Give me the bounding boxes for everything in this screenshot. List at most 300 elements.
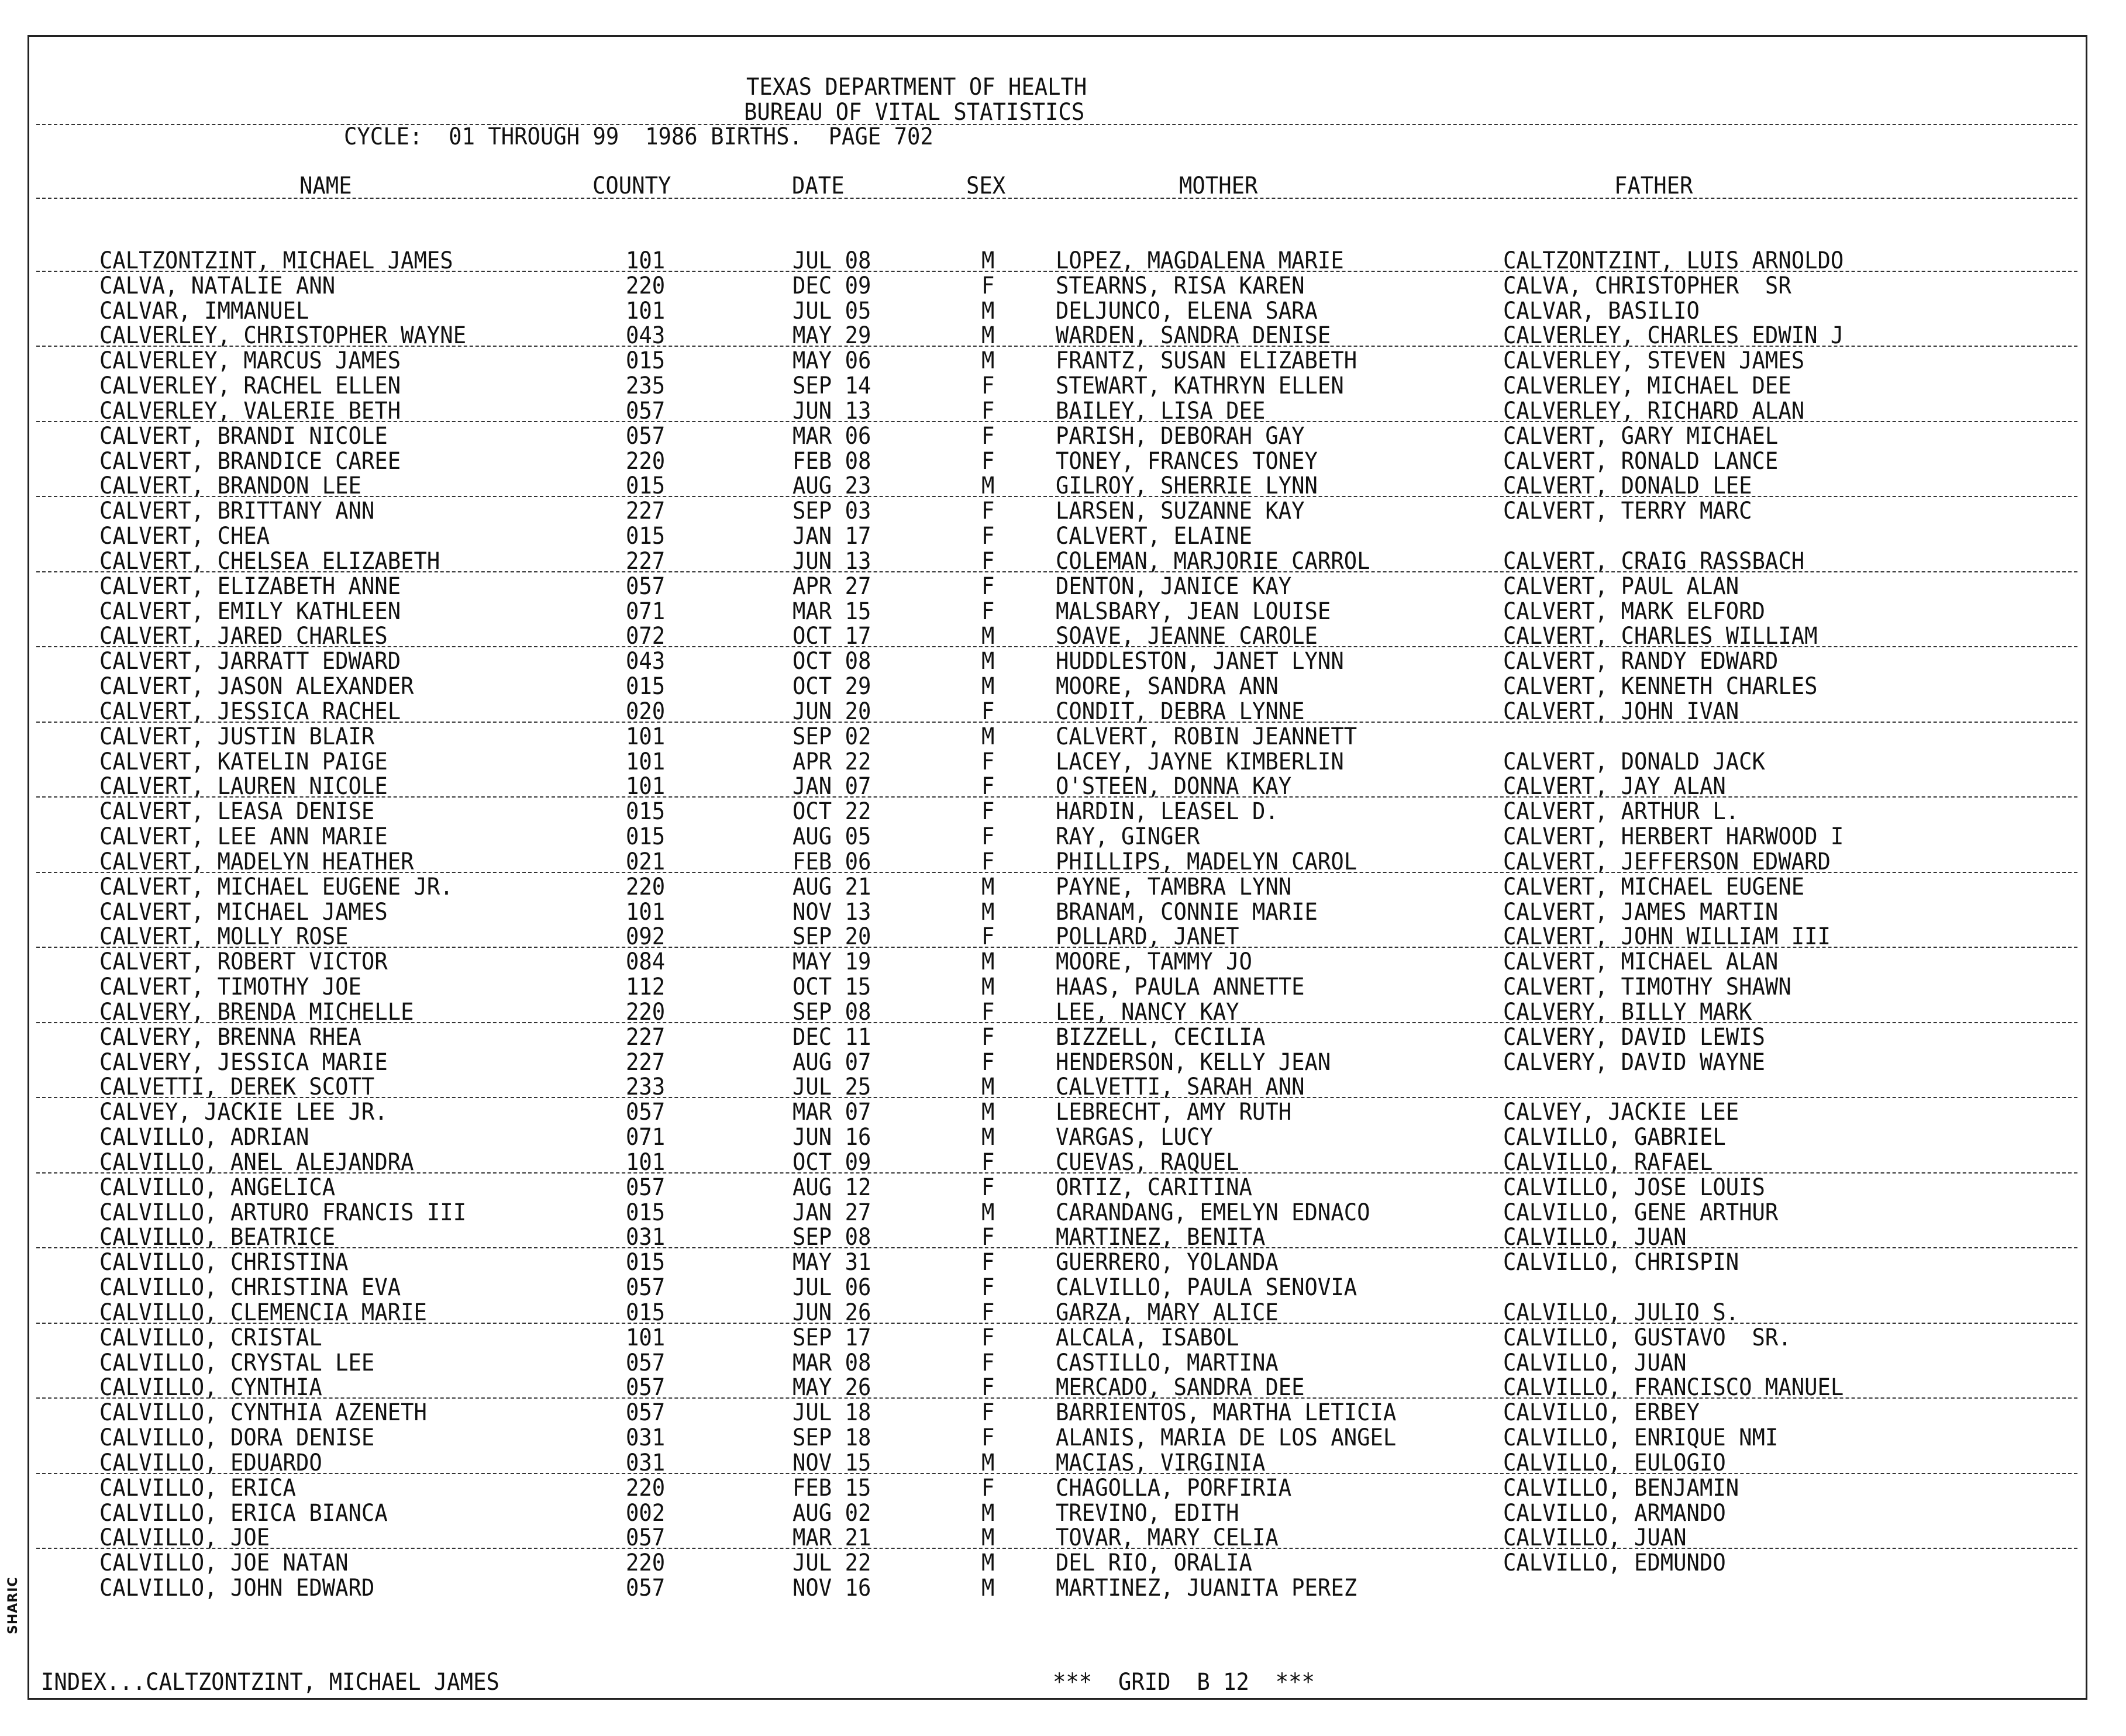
table-cell-sex: F: [981, 773, 995, 800]
table-cell-mother: CUEVAS, RAQUEL: [1056, 1149, 1239, 1176]
table-cell-father: CALVERT, CHARLES WILLIAM: [1503, 623, 1818, 650]
table-cell-name: CALVILLO, EDUARDO: [99, 1449, 322, 1476]
table-cell-date: SEP 08: [792, 999, 871, 1026]
table-cell-county: 101: [626, 1149, 666, 1176]
table-cell-father: CALVILLO, BENJAMIN: [1503, 1475, 1739, 1502]
table-cell-county: 220: [626, 874, 666, 900]
table-cell-sex: M: [981, 1074, 995, 1100]
table-cell-mother: ORTIZ, CARITINA: [1056, 1174, 1252, 1201]
table-cell-date: JUL 18: [792, 1399, 871, 1426]
table-cell-sex: F: [981, 1299, 995, 1326]
table-cell-sex: F: [981, 498, 995, 524]
table-cell-county: 227: [626, 498, 666, 524]
table-cell-father: CALVERT, HERBERT HARWOOD I: [1503, 823, 1844, 850]
table-cell-mother: CALVETTI, SARAH ANN: [1056, 1074, 1305, 1100]
table-cell-county: 015: [626, 1199, 666, 1226]
table-cell-sex: M: [981, 623, 995, 650]
table-cell-date: JUL 05: [792, 298, 871, 325]
table-cell-mother: BAILEY, LISA DEE: [1056, 398, 1266, 424]
header-divider: [36, 124, 2077, 125]
table-cell-county: 057: [626, 1575, 666, 1602]
column-header-date: DATE: [792, 172, 845, 199]
table-cell-county: 227: [626, 548, 666, 575]
table-cell-name: CALVERT, BRITTANY ANN: [99, 498, 375, 524]
table-cell-mother: MALSBARY, JEAN LOUISE: [1056, 598, 1331, 625]
row-group-divider: [36, 1323, 2077, 1324]
table-cell-date: MAR 08: [792, 1350, 871, 1376]
table-cell-sex: F: [981, 1399, 995, 1426]
table-cell-mother: PHILLIPS, MADELYN CAROL: [1056, 848, 1357, 875]
table-cell-name: CALVERT, MOLLY ROSE: [99, 923, 349, 950]
row-group-divider: [36, 722, 2077, 723]
table-cell-father: CALVERT, RONALD LANCE: [1503, 448, 1779, 475]
table-cell-name: CALVILLO, CYNTHIA AZENETH: [99, 1399, 427, 1426]
table-cell-name: CALVILLO, ARTURO FRANCIS III: [99, 1199, 467, 1226]
table-cell-mother: RAY, GINGER: [1056, 823, 1200, 850]
table-cell-county: 015: [626, 347, 666, 374]
table-cell-name: CALVERLEY, RACHEL ELLEN: [99, 372, 401, 399]
table-cell-sex: F: [981, 1149, 995, 1176]
table-cell-mother: CASTILLO, MARTINA: [1056, 1350, 1279, 1376]
table-cell-county: 057: [626, 1274, 666, 1301]
table-cell-sex: F: [981, 398, 995, 424]
table-cell-date: JUL 25: [792, 1074, 871, 1100]
table-cell-name: CALVILLO, ERICA BIANCA: [99, 1500, 388, 1527]
table-cell-father: CALVERT, ARTHUR L.: [1503, 798, 1739, 825]
row-group-divider: [36, 271, 2077, 272]
table-cell-county: 015: [626, 472, 666, 499]
table-cell-name: CALVERT, CHELSEA ELIZABETH: [99, 548, 440, 575]
table-cell-mother: MACIAS, VIRGINIA: [1056, 1449, 1266, 1476]
table-cell-name: CALVILLO, CRISTAL: [99, 1324, 322, 1351]
table-cell-date: MAR 07: [792, 1099, 871, 1126]
table-cell-mother: MOORE, SANDRA ANN: [1056, 673, 1279, 700]
table-cell-mother: POLLARD, JANET: [1056, 923, 1239, 950]
table-cell-name: CALVERLEY, CHRISTOPHER WAYNE: [99, 322, 467, 349]
table-cell-sex: M: [981, 1575, 995, 1602]
table-cell-mother: LEE, NANCY KAY: [1056, 999, 1239, 1026]
table-cell-date: JAN 07: [792, 773, 871, 800]
table-cell-sex: M: [981, 948, 995, 975]
table-cell-mother: CALVILLO, PAULA SENOVIA: [1056, 1274, 1357, 1301]
table-cell-mother: HARDIN, LEASEL D.: [1056, 798, 1279, 825]
table-cell-date: JUN 13: [792, 548, 871, 575]
row-group-divider: [36, 571, 2077, 572]
table-cell-county: 101: [626, 899, 666, 926]
table-cell-sex: M: [981, 1449, 995, 1476]
column-header-name: NAME: [299, 172, 352, 199]
table-cell-father: CALVERT, GARY MICHAEL: [1503, 423, 1779, 450]
table-cell-name: CALVERT, MADELYN HEATHER: [99, 848, 414, 875]
table-cell-date: OCT 08: [792, 648, 871, 675]
table-cell-date: SEP 02: [792, 723, 871, 750]
cycle-line: CYCLE: 01 THROUGH 99 1986 BIRTHS. PAGE 702: [344, 123, 933, 150]
table-cell-name: CALVILLO, CYNTHIA: [99, 1374, 322, 1401]
table-cell-mother: BRANAM, CONNIE MARIE: [1056, 899, 1318, 926]
table-cell-father: CALVERT, JOHN WILLIAM III: [1503, 923, 1831, 950]
table-cell-date: FEB 15: [792, 1475, 871, 1502]
table-cell-name: CALVERT, JESSICA RACHEL: [99, 698, 401, 725]
table-cell-county: 015: [626, 1299, 666, 1326]
table-cell-date: SEP 18: [792, 1424, 871, 1451]
table-cell-county: 015: [626, 673, 666, 700]
table-cell-county: 015: [626, 1249, 666, 1276]
table-cell-county: 015: [626, 798, 666, 825]
column-header-father: FATHER: [1614, 172, 1693, 199]
table-cell-mother: CALVERT, ROBIN JEANNETT: [1056, 723, 1357, 750]
table-cell-father: CALVILLO, ENRIQUE NMI: [1503, 1424, 1779, 1451]
index-footer: INDEX...CALTZONTZINT, MICHAEL JAMES: [41, 1669, 499, 1696]
table-cell-date: SEP 17: [792, 1324, 871, 1351]
table-cell-father: CALVERT, MICHAEL ALAN: [1503, 948, 1779, 975]
row-group-divider: [36, 872, 2077, 873]
table-cell-sex: F: [981, 698, 995, 725]
table-cell-date: JUL 22: [792, 1549, 871, 1576]
table-cell-name: CALVERT, LEASA DENISE: [99, 798, 375, 825]
table-cell-mother: BARRIENTOS, MARTHA LETICIA: [1056, 1399, 1397, 1426]
report-subtitle: BUREAU OF VITAL STATISTICS: [744, 99, 1085, 126]
table-cell-mother: VARGAS, LUCY: [1056, 1124, 1213, 1151]
table-cell-county: 057: [626, 1374, 666, 1401]
table-cell-mother: TOVAR, MARY CELIA: [1056, 1524, 1279, 1551]
table-cell-sex: F: [981, 598, 995, 625]
table-cell-sex: M: [981, 1199, 995, 1226]
table-cell-sex: F: [981, 1324, 995, 1351]
table-cell-sex: F: [981, 1024, 995, 1051]
table-cell-father: CALVERT, KENNETH CHARLES: [1503, 673, 1818, 700]
table-cell-date: AUG 23: [792, 472, 871, 499]
table-cell-mother: HAAS, PAULA ANNETTE: [1056, 974, 1305, 1000]
table-cell-name: CALVERT, EMILY KATHLEEN: [99, 598, 401, 625]
table-cell-county: 084: [626, 948, 666, 975]
table-cell-county: 233: [626, 1074, 666, 1100]
table-cell-county: 031: [626, 1449, 666, 1476]
table-cell-county: 072: [626, 623, 666, 650]
table-cell-sex: F: [981, 272, 995, 299]
table-cell-father: CALVILLO, FRANCISCO MANUEL: [1503, 1374, 1844, 1401]
table-cell-date: SEP 20: [792, 923, 871, 950]
table-cell-date: NOV 16: [792, 1575, 871, 1602]
table-cell-date: MAR 06: [792, 423, 871, 450]
table-cell-name: CALVILLO, CRYSTAL LEE: [99, 1350, 375, 1376]
table-cell-sex: F: [981, 1424, 995, 1451]
table-cell-county: 220: [626, 999, 666, 1026]
table-cell-sex: F: [981, 848, 995, 875]
row-group-divider: [36, 1022, 2077, 1023]
table-cell-sex: F: [981, 573, 995, 600]
table-cell-county: 071: [626, 1124, 666, 1151]
table-cell-date: MAY 26: [792, 1374, 871, 1401]
table-cell-mother: CALVERT, ELAINE: [1056, 523, 1252, 550]
column-header-county: COUNTY: [592, 172, 671, 199]
table-cell-name: CALVERT, LAUREN NICOLE: [99, 773, 388, 800]
table-cell-county: 112: [626, 974, 666, 1000]
table-cell-sex: F: [981, 523, 995, 550]
table-cell-name: CALVILLO, DORA DENISE: [99, 1424, 375, 1451]
table-cell-county: 043: [626, 648, 666, 675]
table-cell-mother: MOORE, TAMMY JO: [1056, 948, 1252, 975]
table-cell-county: 015: [626, 523, 666, 550]
column-header-sex: SEX: [966, 172, 1006, 199]
table-cell-date: AUG 21: [792, 874, 871, 900]
table-cell-name: CALVERLEY, VALERIE BETH: [99, 398, 401, 424]
table-cell-date: FEB 06: [792, 848, 871, 875]
table-cell-date: JUN 16: [792, 1124, 871, 1151]
table-cell-name: CALVILLO, CLEMENCIA MARIE: [99, 1299, 427, 1326]
table-cell-date: MAY 31: [792, 1249, 871, 1276]
table-cell-date: SEP 14: [792, 372, 871, 399]
table-cell-name: CALVERY, BRENNA RHEA: [99, 1024, 361, 1051]
table-cell-sex: M: [981, 472, 995, 499]
table-cell-sex: F: [981, 548, 995, 575]
table-cell-father: CALVERLEY, STEVEN JAMES: [1503, 347, 1805, 374]
table-cell-sex: M: [981, 874, 995, 900]
table-cell-name: CALVILLO, JOE: [99, 1524, 270, 1551]
table-cell-mother: STEARNS, RISA KAREN: [1056, 272, 1305, 299]
table-cell-father: CALVILLO, JULIO S.: [1503, 1299, 1739, 1326]
table-cell-father: CALVILLO, GENE ARTHUR: [1503, 1199, 1779, 1226]
table-cell-name: CALVILLO, JOE NATAN: [99, 1549, 349, 1576]
row-group-divider: [36, 796, 2077, 798]
table-cell-name: CALVILLO, ADRIAN: [99, 1124, 309, 1151]
table-cell-father: CALVERT, JEFFERSON EDWARD: [1503, 848, 1831, 875]
table-cell-father: CALVERT, JAY ALAN: [1503, 773, 1726, 800]
table-cell-county: 057: [626, 1524, 666, 1551]
table-cell-date: FEB 08: [792, 448, 871, 475]
table-cell-sex: F: [981, 1049, 995, 1076]
table-cell-name: CALVERT, JARRATT EDWARD: [99, 648, 401, 675]
table-cell-name: CALVERT, JARED CHARLES: [99, 623, 388, 650]
table-cell-mother: MERCADO, SANDRA DEE: [1056, 1374, 1305, 1401]
table-cell-name: CALVERY, BRENDA MICHELLE: [99, 999, 414, 1026]
table-cell-father: CALVILLO, GABRIEL: [1503, 1124, 1726, 1151]
table-cell-sex: F: [981, 372, 995, 399]
table-cell-mother: SOAVE, JEANNE CAROLE: [1056, 623, 1318, 650]
table-cell-father: CALVERT, DONALD JACK: [1503, 748, 1765, 775]
table-cell-sex: F: [981, 1274, 995, 1301]
row-group-divider: [36, 421, 2077, 422]
table-cell-mother: LOPEZ, MAGDALENA MARIE: [1056, 247, 1344, 274]
table-cell-date: APR 22: [792, 748, 871, 775]
table-cell-sex: M: [981, 1549, 995, 1576]
table-cell-name: CALVERT, LEE ANN MARIE: [99, 823, 388, 850]
table-cell-name: CALVERT, BRANDI NICOLE: [99, 423, 388, 450]
column-header-mother: MOTHER: [1179, 172, 1258, 199]
table-cell-father: CALVERLEY, RICHARD ALAN: [1503, 398, 1805, 424]
table-cell-name: CALVERT, JUSTIN BLAIR: [99, 723, 375, 750]
row-group-divider: [36, 346, 2077, 347]
table-cell-date: DEC 11: [792, 1024, 871, 1051]
table-cell-county: 031: [626, 1224, 666, 1251]
table-cell-county: 101: [626, 748, 666, 775]
table-cell-county: 101: [626, 723, 666, 750]
table-cell-mother: MARTINEZ, JUANITA PEREZ: [1056, 1575, 1357, 1602]
table-cell-county: 101: [626, 247, 666, 274]
table-cell-date: MAY 19: [792, 948, 871, 975]
row-group-divider: [36, 1247, 2077, 1248]
table-cell-name: CALVERT, ROBERT VICTOR: [99, 948, 388, 975]
table-cell-date: OCT 29: [792, 673, 871, 700]
table-cell-county: 101: [626, 298, 666, 325]
table-cell-name: CALVERT, CHEA: [99, 523, 270, 550]
table-cell-mother: ALCALA, ISABOL: [1056, 1324, 1239, 1351]
table-cell-mother: CONDIT, DEBRA LYNNE: [1056, 698, 1305, 725]
table-cell-date: AUG 12: [792, 1174, 871, 1201]
table-cell-sex: M: [981, 974, 995, 1000]
table-cell-date: DEC 09: [792, 272, 871, 299]
table-cell-mother: CARANDANG, EMELYN EDNACO: [1056, 1199, 1370, 1226]
table-cell-county: 071: [626, 598, 666, 625]
table-cell-name: CALTZONTZINT, MICHAEL JAMES: [99, 247, 453, 274]
table-cell-name: CALVERLEY, MARCUS JAMES: [99, 347, 401, 374]
table-cell-name: CALVILLO, ANEL ALEJANDRA: [99, 1149, 414, 1176]
table-cell-date: JAN 17: [792, 523, 871, 550]
table-cell-mother: FRANTZ, SUSAN ELIZABETH: [1056, 347, 1357, 374]
row-group-divider: [36, 1097, 2077, 1098]
row-group-divider: [36, 646, 2077, 647]
table-cell-father: CALVILLO, GUSTAVO SR.: [1503, 1324, 1791, 1351]
table-cell-sex: M: [981, 1500, 995, 1527]
table-cell-father: CALVERT, MARK ELFORD: [1503, 598, 1765, 625]
table-cell-county: 101: [626, 1324, 666, 1351]
table-cell-county: 227: [626, 1024, 666, 1051]
table-cell-name: CALVERT, ELIZABETH ANNE: [99, 573, 401, 600]
table-cell-county: 057: [626, 1099, 666, 1126]
table-cell-date: MAR 15: [792, 598, 871, 625]
table-cell-date: JAN 27: [792, 1199, 871, 1226]
table-cell-father: CALVILLO, EULOGIO: [1503, 1449, 1726, 1476]
table-cell-mother: PARISH, DEBORAH GAY: [1056, 423, 1305, 450]
table-cell-sex: F: [981, 823, 995, 850]
table-cell-sex: M: [981, 673, 995, 700]
table-cell-county: 101: [626, 773, 666, 800]
table-cell-father: CALVILLO, JUAN: [1503, 1350, 1687, 1376]
table-cell-county: 002: [626, 1500, 666, 1527]
table-cell-county: 057: [626, 1174, 666, 1201]
table-cell-mother: LARSEN, SUZANNE KAY: [1056, 498, 1305, 524]
table-cell-date: MAY 06: [792, 347, 871, 374]
table-cell-sex: M: [981, 347, 995, 374]
table-cell-father: CALTZONTZINT, LUIS ARNOLDO: [1503, 247, 1844, 274]
table-cell-father: CALVA, CHRISTOPHER SR: [1503, 272, 1791, 299]
table-cell-county: 057: [626, 1350, 666, 1376]
table-cell-name: CALVILLO, ERICA: [99, 1475, 296, 1502]
table-cell-date: APR 27: [792, 573, 871, 600]
table-cell-name: CALVERT, MICHAEL JAMES: [99, 899, 388, 926]
table-cell-father: CALVERLEY, MICHAEL DEE: [1503, 372, 1791, 399]
table-cell-father: CALVERT, JAMES MARTIN: [1503, 899, 1779, 926]
table-cell-mother: DENTON, JANICE KAY: [1056, 573, 1292, 600]
table-cell-county: 220: [626, 448, 666, 475]
table-cell-mother: GUERRERO, YOLANDA: [1056, 1249, 1279, 1276]
table-cell-name: CALVILLO, JOHN EDWARD: [99, 1575, 375, 1602]
table-cell-county: 057: [626, 1399, 666, 1426]
table-cell-father: CALVERT, DONALD LEE: [1503, 472, 1752, 499]
table-cell-date: NOV 15: [792, 1449, 871, 1476]
table-cell-sex: F: [981, 1350, 995, 1376]
table-cell-name: CALVERT, KATELIN PAIGE: [99, 748, 388, 775]
table-cell-father: CALVILLO, EDMUNDO: [1503, 1549, 1726, 1576]
table-cell-father: CALVERY, DAVID LEWIS: [1503, 1024, 1765, 1051]
table-cell-county: 092: [626, 923, 666, 950]
row-group-divider: [36, 496, 2077, 497]
table-cell-father: CALVILLO, ARMANDO: [1503, 1500, 1726, 1527]
table-cell-sex: F: [981, 999, 995, 1026]
table-cell-mother: GILROY, SHERRIE LYNN: [1056, 472, 1318, 499]
table-cell-father: CALVILLO, ERBEY: [1503, 1399, 1700, 1426]
table-cell-date: AUG 07: [792, 1049, 871, 1076]
table-cell-date: NOV 13: [792, 899, 871, 926]
table-cell-county: 020: [626, 698, 666, 725]
table-cell-county: 227: [626, 1049, 666, 1076]
table-cell-mother: WARDEN, SANDRA DENISE: [1056, 322, 1331, 349]
table-cell-name: CALVEY, JACKIE LEE JR.: [99, 1099, 388, 1126]
row-group-divider: [36, 1473, 2077, 1474]
table-cell-county: 220: [626, 272, 666, 299]
table-cell-county: 220: [626, 1475, 666, 1502]
table-cell-county: 031: [626, 1424, 666, 1451]
table-cell-mother: MARTINEZ, BENITA: [1056, 1224, 1266, 1251]
table-cell-father: CALVILLO, JUAN: [1503, 1524, 1687, 1551]
table-cell-father: CALVERT, TIMOTHY SHAWN: [1503, 974, 1791, 1000]
table-cell-mother: HUDDLESTON, JANET LYNN: [1056, 648, 1344, 675]
table-cell-name: CALVA, NATALIE ANN: [99, 272, 336, 299]
table-cell-date: JUN 13: [792, 398, 871, 424]
table-cell-sex: M: [981, 322, 995, 349]
table-cell-sex: M: [981, 298, 995, 325]
table-cell-name: CALVILLO, CHRISTINA EVA: [99, 1274, 401, 1301]
table-cell-mother: DELJUNCO, ELENA SARA: [1056, 298, 1318, 325]
table-cell-sex: M: [981, 1099, 995, 1126]
table-cell-name: CALVERT, TIMOTHY JOE: [99, 974, 361, 1000]
report-title: TEXAS DEPARTMENT OF HEALTH: [746, 74, 1087, 101]
table-cell-sex: F: [981, 1374, 995, 1401]
table-cell-father: CALVERT, MICHAEL EUGENE: [1503, 874, 1805, 900]
table-cell-sex: M: [981, 648, 995, 675]
table-cell-date: SEP 03: [792, 498, 871, 524]
table-cell-mother: O'STEEN, DONNA KAY: [1056, 773, 1292, 800]
table-cell-father: CALVAR, BASILIO: [1503, 298, 1700, 325]
table-cell-date: MAY 29: [792, 322, 871, 349]
table-cell-date: AUG 02: [792, 1500, 871, 1527]
table-cell-father: CALVILLO, JUAN: [1503, 1224, 1687, 1251]
table-cell-name: CALVERT, JASON ALEXANDER: [99, 673, 414, 700]
table-cell-name: CALVERY, JESSICA MARIE: [99, 1049, 388, 1076]
table-cell-mother: STEWART, KATHRYN ELLEN: [1056, 372, 1344, 399]
table-cell-name: CALVERT, BRANDICE CAREE: [99, 448, 401, 475]
table-cell-father: CALVERT, RANDY EDWARD: [1503, 648, 1779, 675]
table-cell-date: OCT 15: [792, 974, 871, 1000]
table-cell-sex: F: [981, 423, 995, 450]
table-cell-father: CALVILLO, RAFAEL: [1503, 1149, 1713, 1176]
table-cell-sex: F: [981, 798, 995, 825]
table-cell-mother: TONEY, FRANCES TONEY: [1056, 448, 1318, 475]
table-cell-mother: TREVINO, EDITH: [1056, 1500, 1239, 1527]
table-cell-name: CALVILLO, CHRISTINA: [99, 1249, 349, 1276]
table-cell-father: CALVERT, JOHN IVAN: [1503, 698, 1739, 725]
table-cell-sex: F: [981, 448, 995, 475]
table-cell-sex: F: [981, 748, 995, 775]
table-cell-county: 235: [626, 372, 666, 399]
row-group-divider: [36, 1548, 2077, 1549]
table-cell-father: CALVEY, JACKIE LEE: [1503, 1099, 1739, 1126]
table-cell-county: 057: [626, 423, 666, 450]
table-cell-mother: COLEMAN, MARJORIE CARROL: [1056, 548, 1370, 575]
table-cell-name: CALVETTI, DEREK SCOTT: [99, 1074, 375, 1100]
table-cell-sex: F: [981, 1475, 995, 1502]
table-cell-name: CALVILLO, BEATRICE: [99, 1224, 336, 1251]
table-cell-mother: DEL RIO, ORALIA: [1056, 1549, 1252, 1576]
